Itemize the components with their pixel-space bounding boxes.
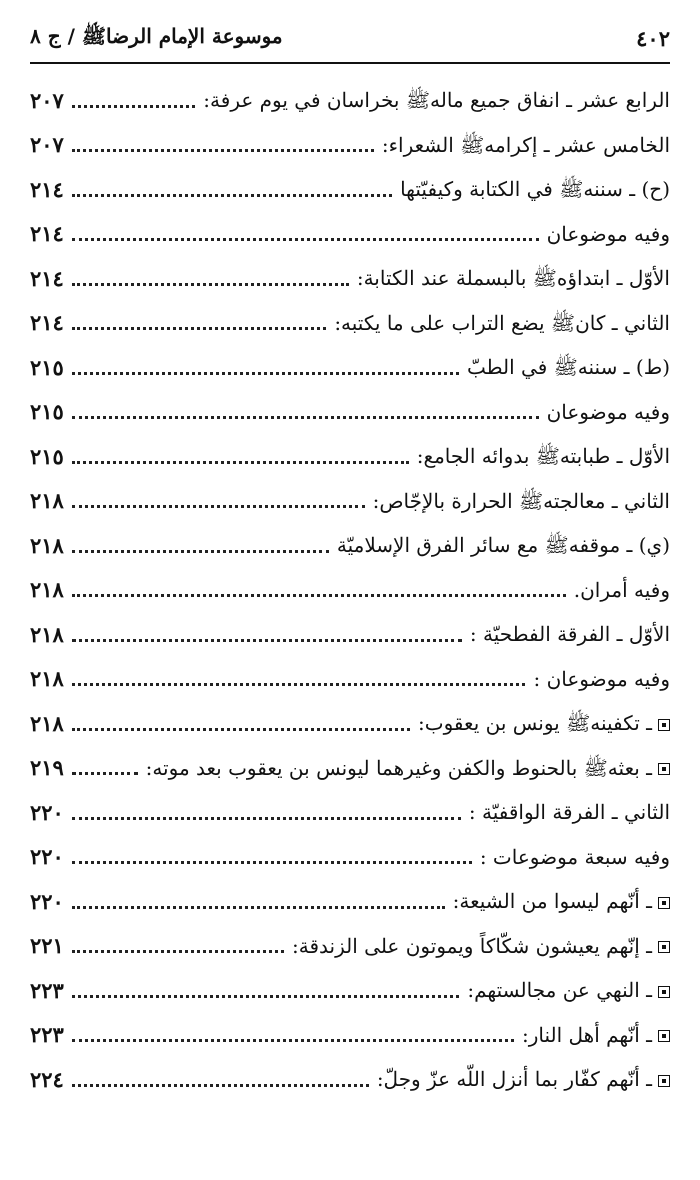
toc-page-number: ٢٢٠	[30, 799, 64, 825]
toc-entry-title	[466, 355, 670, 380]
toc-page-number: ٢١٨	[30, 666, 64, 692]
square-bullet-icon	[658, 897, 670, 909]
toc-page-number: ٢١٨	[30, 488, 64, 514]
toc-entry-label: ـ بعثهﷺ بالحنوط والكفن وغيرهما ليونس بن يعقوب بعد موته:	[145, 755, 652, 780]
toc-entry-title	[452, 889, 670, 914]
toc-entry-title	[145, 755, 670, 780]
dot-leader	[72, 364, 459, 375]
toc-entry	[30, 256, 670, 301]
toc-entry	[30, 568, 670, 613]
toc-entry-label: وفيه موضوعان	[546, 399, 670, 424]
toc-entry-title	[203, 88, 670, 113]
toc-page-number: ٢١٤	[30, 176, 64, 202]
toc-entry	[30, 523, 670, 568]
toc-page-number: ٢١٤	[30, 310, 64, 336]
book-page	[30, 0, 670, 1180]
toc-entry-label: ـ أنّهم أهل النار:	[521, 1022, 652, 1047]
square-bullet-icon	[658, 986, 670, 998]
toc-entry	[30, 78, 670, 123]
toc-entry-label: وفيه سبعة موضوعات :	[479, 844, 670, 869]
toc-entry	[30, 345, 670, 390]
toc-entry	[30, 701, 670, 746]
toc-page-number: ٢١٨	[30, 532, 64, 558]
toc-entry	[30, 879, 670, 924]
toc-entry-label: ـ تكفينهﷺ يونس بن يعقوب:	[418, 711, 652, 736]
toc-entry	[30, 479, 670, 524]
toc-entry-title	[372, 488, 670, 513]
toc-page-number: ٢١٨	[30, 577, 64, 603]
dot-leader	[72, 1076, 369, 1087]
toc-entry-title	[468, 800, 670, 825]
toc-entry	[30, 835, 670, 880]
toc-entry-label: الخامس عشر ـ إكرامهﷺ الشعراء:	[381, 132, 670, 157]
toc-entry-title	[467, 978, 670, 1003]
toc-entry	[30, 301, 670, 346]
page-number: ٤٠٢	[636, 25, 670, 51]
toc-entry-label: وفيه موضوعان :	[533, 666, 670, 691]
toc-page-number: ٢٢٣	[30, 1022, 64, 1048]
dot-leader	[72, 186, 392, 197]
toc-entry-title	[381, 132, 670, 157]
dot-leader	[72, 853, 472, 864]
toc-page-number: ٢٢١	[30, 933, 64, 959]
toc-entry-label: (ط) ـ سننهﷺ في الطبّ	[466, 355, 670, 380]
toc-page-number: ٢١٥	[30, 354, 64, 380]
dot-leader	[72, 898, 445, 909]
toc-entry-title	[533, 666, 670, 691]
toc-entry-label: الثاني ـ كانﷺ يضع التراب على ما يكتبه:	[334, 310, 670, 335]
toc-page-number: ٢١٥	[30, 443, 64, 469]
toc-page-number: ٢٢٤	[30, 1066, 64, 1092]
toc-entry-title	[336, 533, 670, 558]
toc-entry	[30, 790, 670, 835]
toc-entry-label: (ي) ـ موقفهﷺ مع سائر الفرق الإسلاميّة	[336, 533, 670, 558]
dot-leader	[72, 586, 566, 597]
toc-entry-title	[376, 1067, 670, 1092]
toc-entry-title	[479, 844, 670, 869]
dot-leader	[72, 319, 326, 330]
toc-entry-label: وفيه موضوعان	[546, 221, 670, 246]
dot-leader	[72, 631, 462, 642]
toc-entry-title	[356, 266, 670, 291]
toc-entry-title	[469, 622, 670, 647]
toc-entry-label: ـ النهي عن مجالستهم:	[467, 978, 652, 1003]
toc-page-number: ٢١٥	[30, 399, 64, 425]
toc-entry-label: الثاني ـ الفرقة الواقفيّة :	[468, 800, 670, 825]
header-rule	[30, 62, 670, 64]
toc-page-number: ٢١٨	[30, 621, 64, 647]
toc-entry-title	[418, 711, 670, 736]
toc-entry-title	[400, 177, 670, 202]
dot-leader	[72, 987, 460, 998]
toc-page-number: ٢١٨	[30, 710, 64, 736]
toc-page-number: ٢٠٧	[30, 87, 64, 113]
dot-leader	[72, 497, 365, 508]
toc-entry	[30, 123, 670, 168]
toc-entry-label: الرابع عشر ـ انفاق جميع مالهﷺ بخراسان في يوم عرفة:	[203, 88, 670, 113]
toc-entry	[30, 1057, 670, 1102]
table-of-contents	[30, 78, 670, 1102]
dot-leader	[72, 230, 539, 241]
toc-entry-label: الأوّل ـ طبابتهﷺ بدوائه الجامع:	[416, 444, 670, 469]
toc-page-number: ٢٢٠	[30, 888, 64, 914]
toc-page-number: ٢١٩	[30, 755, 64, 781]
dot-leader	[72, 720, 410, 731]
toc-entry-label: الثاني ـ معالجتهﷺ الحرارة بالإجّاص:	[372, 488, 670, 513]
toc-page-number: ٢١٤	[30, 221, 64, 247]
toc-entry	[30, 212, 670, 257]
toc-entry	[30, 924, 670, 969]
toc-page-number: ٢٠٧	[30, 132, 64, 158]
dot-leader	[72, 1031, 514, 1042]
toc-entry-label: ـ أنّهم ليسوا من الشيعة:	[452, 889, 652, 914]
toc-entry	[30, 1013, 670, 1058]
toc-entry-title	[521, 1022, 670, 1047]
toc-entry	[30, 434, 670, 479]
toc-entry	[30, 390, 670, 435]
dot-leader	[72, 141, 374, 152]
toc-entry-label: (ح) ـ سننهﷺ في الكتابة وكيفيّتها	[400, 177, 670, 202]
dot-leader	[72, 453, 409, 464]
toc-page-number: ٢١٤	[30, 265, 64, 291]
toc-entry	[30, 657, 670, 702]
toc-entry-label: ـ أنّهم كفّار بما أنزل اللّه عزّ وجلّ:	[376, 1067, 652, 1092]
toc-entry-title	[334, 310, 670, 335]
square-bullet-icon	[658, 719, 670, 731]
toc-entry-label: الأوّل ـ ابتداؤهﷺ بالبسملة عند الكتابة:	[356, 266, 670, 291]
square-bullet-icon	[658, 941, 670, 953]
toc-entry-title	[546, 221, 670, 246]
toc-entry-label: ـ إنّهم يعيشون شكّاكاً ويموتون على الزندقة:	[292, 933, 652, 958]
toc-page-number: ٢٢٣	[30, 977, 64, 1003]
running-title: موسوعة الإمام الرضاﷺ / ج ٨	[30, 23, 283, 48]
toc-entry	[30, 968, 670, 1013]
toc-entry-title	[292, 933, 670, 958]
square-bullet-icon	[658, 763, 670, 775]
dot-leader	[72, 542, 329, 553]
toc-entry-label: وفيه أمران.	[573, 577, 670, 602]
toc-entry	[30, 746, 670, 791]
page-header	[30, 18, 670, 58]
toc-entry	[30, 167, 670, 212]
dot-leader	[72, 675, 526, 686]
dot-leader	[72, 408, 539, 419]
toc-entry-title	[573, 577, 670, 602]
dot-leader	[72, 809, 461, 820]
toc-page-number: ٢٢٠	[30, 844, 64, 870]
square-bullet-icon	[658, 1075, 670, 1087]
toc-entry-title	[546, 399, 670, 424]
toc-entry	[30, 612, 670, 657]
dot-leader	[72, 97, 195, 108]
dot-leader	[72, 275, 349, 286]
toc-entry-title	[416, 444, 670, 469]
toc-entry-label: الأوّل ـ الفرقة الفطحيّة :	[469, 622, 670, 647]
square-bullet-icon	[658, 1030, 670, 1042]
dot-leader	[72, 942, 284, 953]
dot-leader	[72, 764, 138, 775]
